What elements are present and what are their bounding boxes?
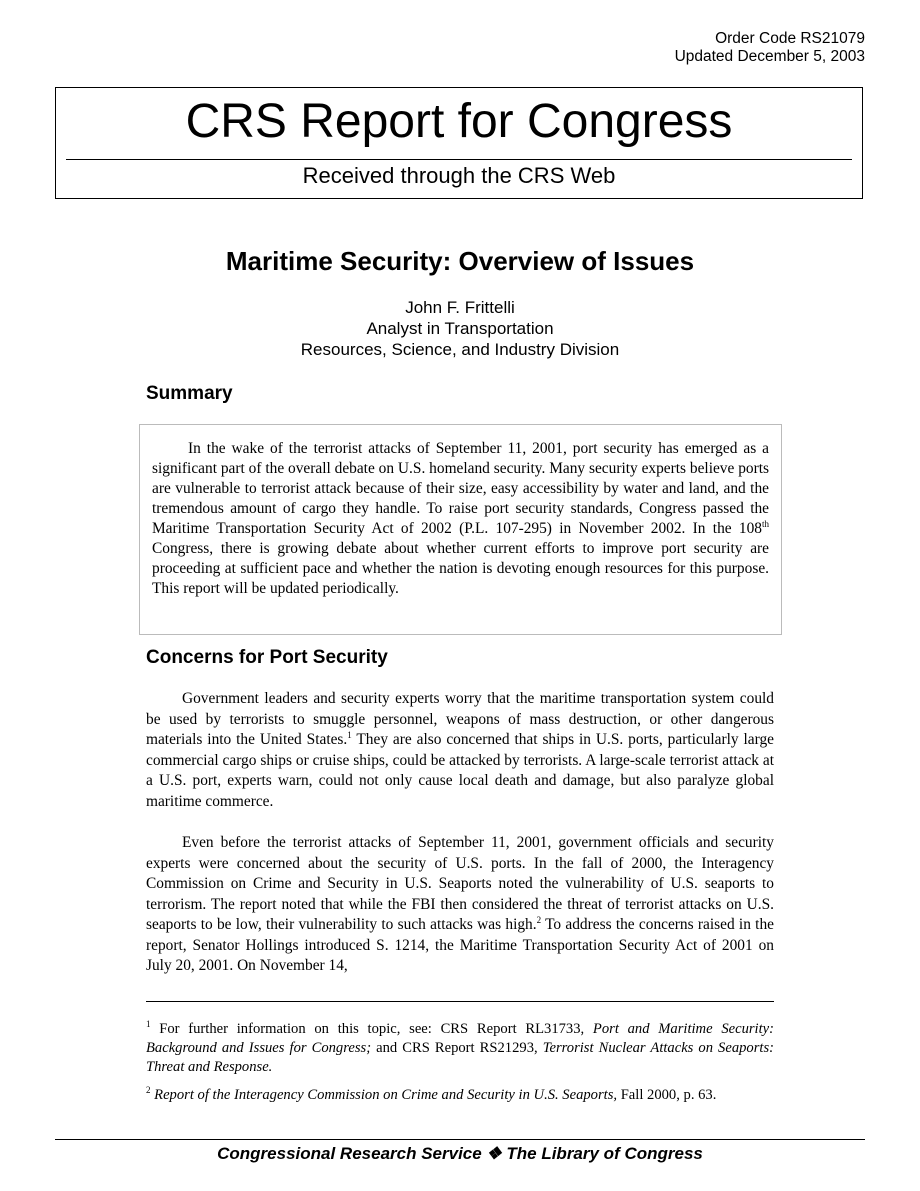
paragraph-1 [146, 689, 774, 812]
footnote-text: Fall 2000, p. 63. [617, 1087, 717, 1103]
summary-box [139, 424, 782, 635]
footnote-text: and CRS Report RS21293, [371, 1040, 543, 1056]
summary-text-part: Congress, there is growing debate about whether current efforts to improve port security are proceeding at sufficient pace and whether the nation is devoting enough resources for this purpose. This report will be updated periodically. [152, 540, 769, 597]
updated-date: Updated December 5, 2003 [674, 48, 865, 65]
footnote-citation: Port and Maritime Security: Background and Issues for Congress; [146, 1021, 774, 1056]
paragraph-text: Government leaders and security experts worry that the maritime transportation system could be used by terrorists to smuggle personnel, weapons of mass destruction, or other dangerous materials into the United States. [146, 690, 774, 748]
footnote-number: 1 [146, 1019, 151, 1030]
paragraph-text: They are also concerned that ships in U.S. ports, particularly large commercial cargo ships or cruise ships, could be attacked by terrorists. A large-scale terrorist attack at a U.S. port, experts warn, could not only cause local death and damage, but also paralyze global maritime commerce. [146, 731, 774, 810]
summary-text-part: In the wake of the terrorist attacks of September 11, 2001, port security has emerged as a significant part of the overall debate on U.S. homeland security. Many security experts believe ports are vulnerable to terrorist attack because of their size, easy accessibility by water and land, and the tremendous amount of cargo they handle. To raise port security standards, Congress passed the Maritime Transportation Security Act of 2002 (P.L. 107-295) in November 2002. In the 108 [152, 440, 769, 537]
author-division: Resources, Science, and Industry Division [300, 340, 620, 359]
footnote-ref-2[interactable]: 2 [536, 914, 542, 925]
ordinal-suffix: th [761, 518, 769, 529]
author-position: Analyst in Transportation [366, 319, 554, 338]
footnote-1 [146, 1020, 774, 1077]
author-block [0, 297, 920, 360]
document-title: Maritime Security: Overview of Issues [225, 246, 695, 276]
footnote-citation: Terrorist Nuclear Attacks on Seaports: Threat and Response. [146, 1040, 774, 1075]
author-name: John F. Frittelli [405, 298, 515, 317]
footnote-2 [146, 1086, 774, 1105]
summary-heading: Summary [146, 383, 233, 404]
banner-subtitle: Received through the CRS Web [302, 163, 616, 188]
paragraph-2 [146, 833, 774, 977]
footnote-citation: Report of the Interagency Commission on Crime and Security in U.S. Seaports, [150, 1087, 618, 1103]
banner-title: CRS Report for Congress [185, 95, 733, 148]
paragraph-text: To address the concerns raised in the report, Senator Hollings introduced S. 1214, the Maritime Transportation Security Act of 2001 on July 20, 2001. On November 14, [146, 916, 774, 974]
page-footer: Congressional Research Service ❖ The Library of Congress [217, 1144, 703, 1163]
report-banner [55, 87, 863, 199]
footnote-text: For further information on this topic, see: CRS Report RL31733, [150, 1021, 593, 1037]
banner-divider [66, 159, 852, 160]
summary-text [152, 439, 769, 599]
order-code: Order Code RS21079 [715, 30, 865, 47]
order-info [675, 30, 865, 66]
footer-divider [55, 1139, 865, 1140]
footnote-divider [146, 1001, 774, 1002]
footnote-ref-1[interactable]: 1 [347, 729, 352, 740]
footnote-number: 2 [146, 1085, 151, 1096]
concerns-heading: Concerns for Port Security [146, 647, 388, 668]
paragraph-text: Even before the terrorist attacks of September 11, 2001, government officials and security experts were concerned about the security of U.S. ports. In the fall of 2000, the Interagency Commission on Crime and Security in U.S. Seaports noted the vulnerability of U.S. seaports to terrorism. The report noted that while the FBI then considered the threat of terrorist attacks on U.S. seaports to be low, their vulnerability to such attacks was high. [146, 834, 774, 933]
